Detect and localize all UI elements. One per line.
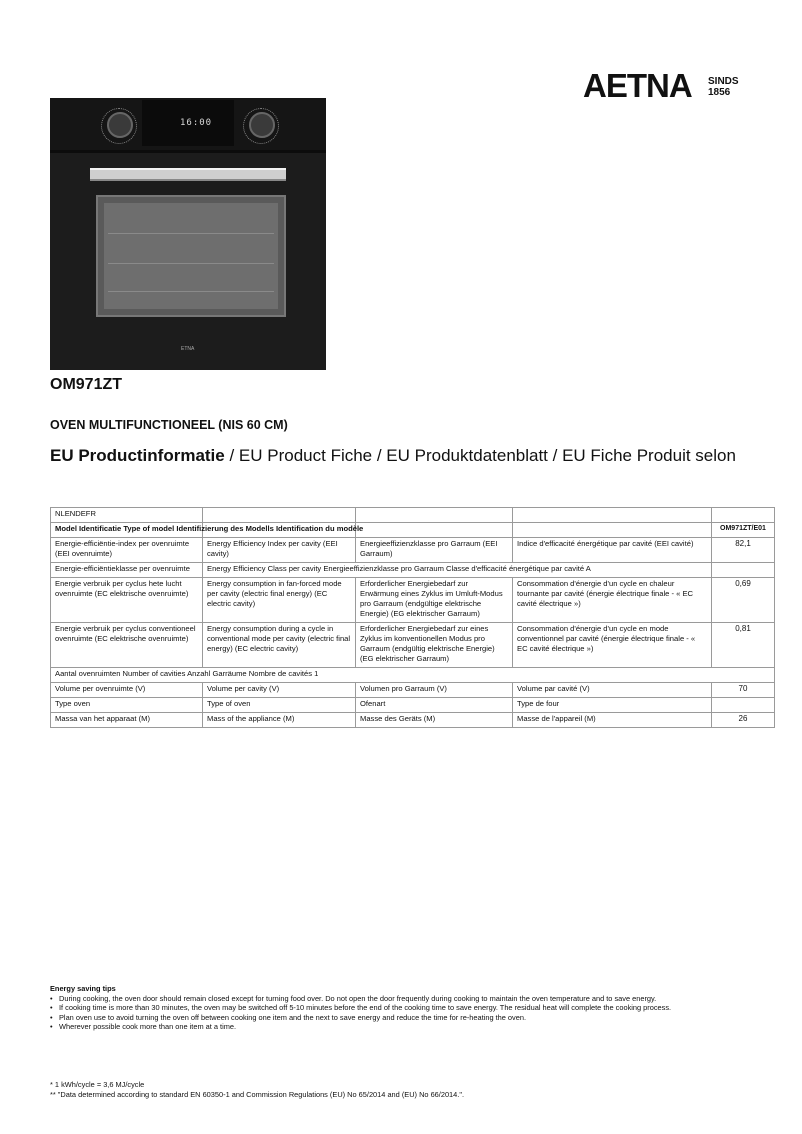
- table-row: [51, 538, 775, 563]
- cell-de: Ofenart: [356, 698, 513, 713]
- table-row: [51, 578, 775, 623]
- left-knob: [107, 112, 133, 138]
- list-item: • If cooking time is more than 30 minutes, the oven may be switched off 5-10 minutes before the end of the cooking time to save energy. The residual heat will complete the cooking process.: [50, 1003, 690, 1012]
- cell-value: 70: [712, 683, 775, 698]
- table-row: [51, 668, 775, 683]
- product-subtitle: OVEN MULTIFUNCTIONEEL (NIS 60 CM): [50, 418, 288, 432]
- table-row: [51, 623, 775, 668]
- cell-en: Type of oven: [203, 698, 356, 713]
- footnotes: [50, 1080, 464, 1101]
- headline-strong: EU Productinformatie: [50, 446, 225, 465]
- cell-de: Erforderlicher Energiebedarf zur eines Zyklus im konventionellen Modus pro Garraum (endgültig elektrische Energie) (EG elektrischer Garraum): [356, 623, 513, 668]
- cell-value: [712, 698, 775, 713]
- logo-text: AETNA: [583, 67, 692, 104]
- oven-brand-label: ETNA: [181, 346, 195, 352]
- logo-since: [708, 76, 739, 98]
- cell-merged: Energy Efficiency Class per cavity Energieeffizienzklasse pro Garraum Classe d'efficacité énergétique par cavité A: [203, 563, 712, 578]
- cell-fr: Consommation d'énergie d'un cycle en mode conventionnel par cavité (énergie électrique finale - « EC cavité électrique »): [513, 623, 712, 668]
- list-item: • Plan oven use to avoid turning the oven off between cooking one item and the next to save energy and reduce the time for re-heating the oven.: [50, 1013, 690, 1022]
- cell-nl: Volume per ovenruimte (V): [51, 683, 203, 698]
- energy-saving-tips: [50, 984, 690, 1031]
- cell-fr: Volume par cavité (V): [513, 683, 712, 698]
- table-row: [51, 508, 775, 523]
- model-identification-value: OM971ZT/E01: [712, 523, 775, 538]
- cell-fr: Type de four: [513, 698, 712, 713]
- footnote-2: ** "Data determined according to standard EN 60350-1 and Commission Regulations (EU) No 65/2014 and (EU) No 66/2014.".: [50, 1090, 465, 1100]
- footnote-1: * 1 kWh/cycle = 3,6 MJ/cycle: [50, 1080, 145, 1089]
- cell-nl: Energie-efficiëntie-index per ovenruimte (EEI ovenruimte): [51, 538, 203, 563]
- oven-body: [50, 98, 326, 370]
- table-row: [51, 523, 775, 538]
- table-row: [51, 563, 775, 578]
- cell-fr: Masse de l'appareil (M): [513, 713, 712, 728]
- cell-en: Volume per cavity (V): [203, 683, 356, 698]
- headline-rest: / EU Product Fiche / EU Produktdatenblatt / EU Fiche Produit selon: [224, 446, 736, 465]
- cell-fr: Indice d'efficacité énergétique par cavité (EEI cavité): [513, 538, 712, 563]
- cell-nl: Type oven: [51, 698, 203, 713]
- page-headline: [50, 446, 736, 466]
- cell-nl: Energie verbruik per cyclus conventioneel ovenruimte (EC elektrische ovenruimte): [51, 623, 203, 668]
- model-identification-label: Model Identificatie Type of model Identifizierung des Modells Identification du modèle: [55, 524, 364, 533]
- cell-de: Energieeffizienzklasse pro Garraum (EEI Garraum): [356, 538, 513, 563]
- cell-en: Energy consumption during a cycle in conventional mode per cavity (electric final energy) (EC electric cavity): [203, 623, 356, 668]
- cell-de: Volumen pro Garraum (V): [356, 683, 513, 698]
- etna-logo: [583, 66, 753, 106]
- cell-en: Mass of the appliance (M): [203, 713, 356, 728]
- oven-door-handle: [90, 168, 286, 181]
- model-number: OM971ZT: [50, 376, 123, 393]
- table-row: [51, 713, 775, 728]
- cell-full: Aantal ovenruimten Number of cavities Anzahl Garräume Nombre de cavités 1: [51, 668, 775, 683]
- oven-rail: [108, 291, 274, 292]
- cell-nl: Massa van het apparaat (M): [51, 713, 203, 728]
- oven-cavity: [104, 203, 278, 309]
- oven-rail: [108, 263, 274, 264]
- oven-window: [96, 195, 286, 317]
- cell-value: 0,69: [712, 578, 775, 623]
- cell-value: 26: [712, 713, 775, 728]
- product-fiche-table: [50, 507, 775, 728]
- cell-de: Masse des Geräts (M): [356, 713, 513, 728]
- cell-nl: Energie verbruik per cyclus hete lucht ovenruimte (EC elektrische ovenruimte): [51, 578, 203, 623]
- cell-de: Erforderlicher Energiebedarf zur Erwärmung eines Zyklus im Umluft-Modus pro Garraum (endgültige elektrische Energie) (EG elektrischer Garraum): [356, 578, 513, 623]
- oven-control-panel: [50, 98, 326, 153]
- cell-en: Energy Efficiency Index per cavity (EEI cavity): [203, 538, 356, 563]
- tips-list: [50, 994, 690, 1031]
- logo-since-label: SINDS: [708, 76, 739, 87]
- cell-nl: Energie-efficiëntieklasse per ovenruimte: [51, 563, 203, 578]
- table-row: [51, 683, 775, 698]
- cell-en: Energy consumption in fan-forced mode per cavity (electric final energy) (EC electric cavity): [203, 578, 356, 623]
- cell-value: 0,81: [712, 623, 775, 668]
- list-item: • During cooking, the oven door should remain closed except for turning food over. Do not open the door frequently during cooking to maintain the oven temperature and to save energy.: [50, 994, 690, 1003]
- list-item: • Wherever possible cook more than one item at a time.: [50, 1022, 690, 1031]
- logo-since-year: 1856: [708, 87, 731, 98]
- cell-value: 82,1: [712, 538, 775, 563]
- product-image: [50, 98, 326, 372]
- oven-display: 16:00: [180, 118, 213, 128]
- language-header: NLENDEFR: [51, 508, 203, 523]
- cell-fr: Consommation d'énergie d'un cycle en chaleur tournante par cavité (énergie électrique finale - « EC cavité électrique »): [513, 578, 712, 623]
- right-knob: [249, 112, 275, 138]
- oven-rail: [108, 233, 274, 234]
- tips-title: Energy saving tips: [50, 984, 116, 993]
- table-row: [51, 698, 775, 713]
